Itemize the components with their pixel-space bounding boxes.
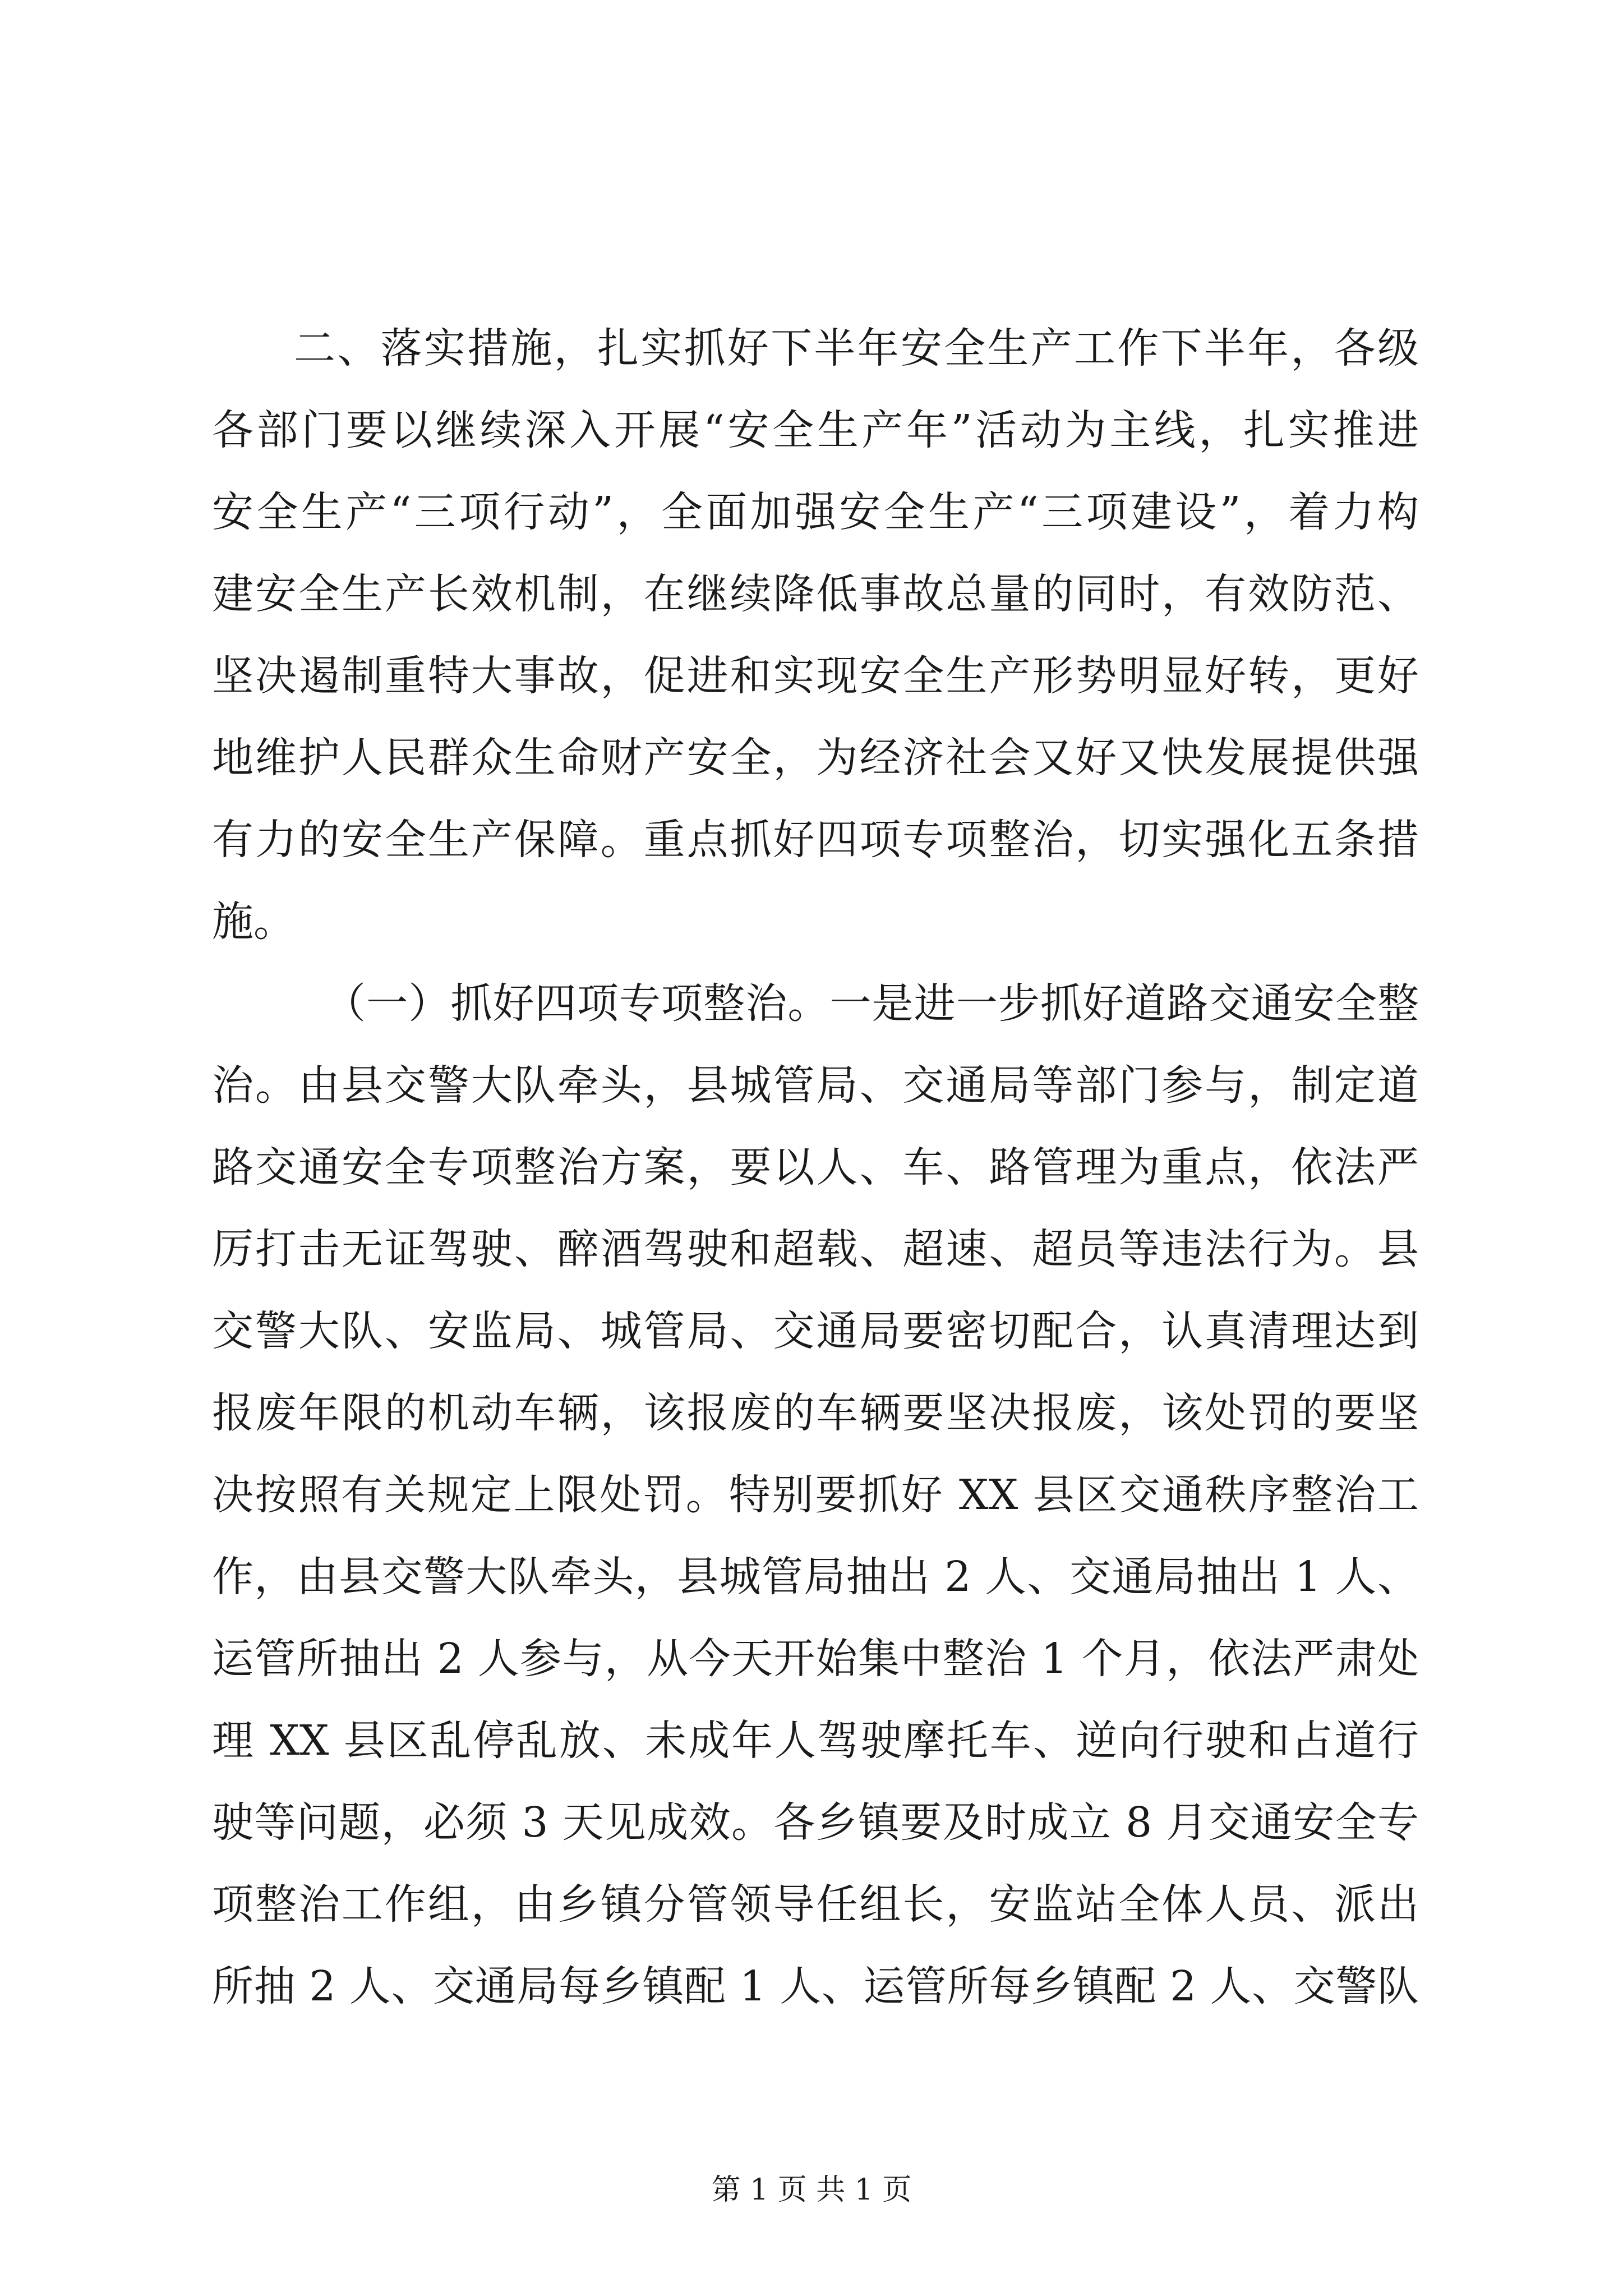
paragraph-line: 决按照有关规定上限处罚。特别要抓好 XX 县区交通秩序整治工	[212, 1471, 1419, 1519]
paragraph-line: 治。由县交警大队牵头，县城管局、交通局等部门参与，制定道	[212, 1061, 1419, 1110]
paragraph-line: 安全生产“三项行动”，全面加强安全生产“三项建设”，着力构	[212, 488, 1419, 536]
paragraph-line: 报废年限的机动车辆，该报废的车辆要坚决报废，该处罚的要坚	[212, 1389, 1419, 1437]
paragraph-2	[212, 963, 1419, 2027]
paragraph-line: 二、落实措施，扎实抓好下半年安全生产工作下半年，各级	[294, 324, 1419, 372]
paragraph-line: 作，由县交警大队牵头，县城管局抽出 2 人、交通局抽出 1 人、	[212, 1553, 1419, 1601]
page-number-footer: 第 1 页 共 1 页	[711, 2173, 912, 2207]
paragraph-line: （一）抓好四项专项整治。一是进一步抓好道路交通安全整	[324, 979, 1419, 1028]
paragraph-line: 理 XX 县区乱停乱放、未成年人驾驶摩托车、逆向行驶和占道行	[212, 1717, 1419, 1765]
document-body	[212, 307, 1419, 2027]
paragraph-line: 所抽 2 人、交通局每乡镇配 1 人、运管所每乡镇配 2 人、交警队	[212, 1962, 1419, 2010]
paragraph-line: 路交通安全专项整治方案，要以人、车、路管理为重点，依法严	[212, 1143, 1419, 1191]
paragraph-line: 施。	[212, 898, 295, 946]
paragraph-line: 项整治工作组，由乡镇分管领导任组长，安监站全体人员、派出	[212, 1880, 1419, 1929]
paragraph-line: 交警大队、安监局、城管局、交通局要密切配合，认真清理达到	[212, 1307, 1419, 1355]
paragraph-line: 建安全生产长效机制，在继续降低事故总量的同时，有效防范、	[212, 570, 1419, 618]
paragraph-line: 坚决遏制重特大事故，促进和实现安全生产形势明显好转，更好	[212, 652, 1419, 700]
paragraph-line: 地维护人民群众生命财产安全，为经济社会又好又快发展提供强	[212, 734, 1419, 782]
paragraph-line: 厉打击无证驾驶、醉酒驾驶和超载、超速、超员等违法行为。县	[212, 1225, 1419, 1273]
paragraph-line: 驶等问题，必须 3 天见成效。各乡镇要及时成立 8 月交通安全专	[212, 1798, 1419, 1847]
paragraph-line: 有力的安全生产保障。重点抓好四项专项整治，切实强化五条措	[212, 816, 1419, 864]
paragraph-line: 各部门要以继续深入开展“安全生产年”活动为主线，扎实推进	[212, 406, 1419, 454]
paragraph-1	[212, 307, 1419, 963]
paragraph-line: 运管所抽出 2 人参与，从今天开始集中整治 1 个月，依法严肃处	[212, 1635, 1419, 1683]
